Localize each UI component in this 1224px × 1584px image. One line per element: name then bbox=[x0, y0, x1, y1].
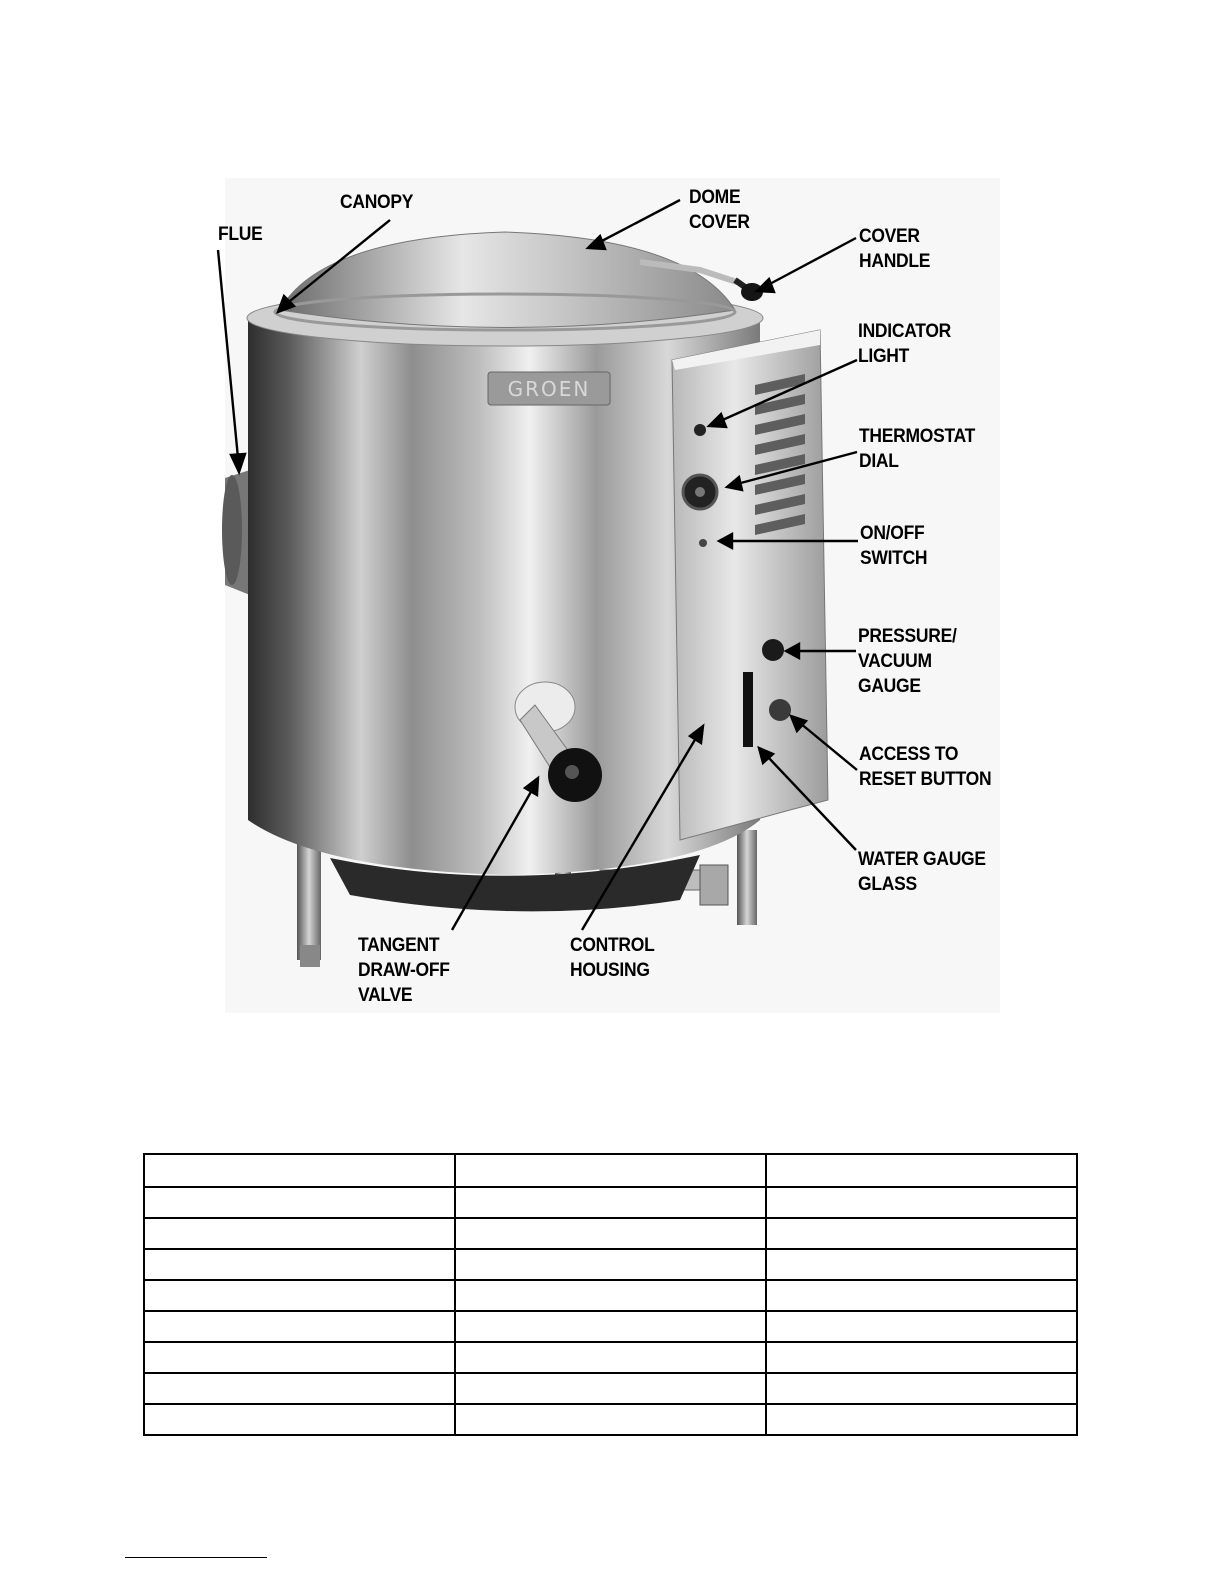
table-cell bbox=[144, 1187, 455, 1218]
leg-left bbox=[297, 835, 321, 960]
table-cell bbox=[144, 1280, 455, 1311]
pressure-gauge bbox=[762, 639, 784, 661]
table-cell bbox=[144, 1249, 455, 1280]
table-cell bbox=[766, 1218, 1077, 1249]
dome-cover bbox=[280, 232, 735, 328]
label-dome-cover: DOME COVER bbox=[689, 187, 750, 233]
reset-button-access bbox=[769, 699, 791, 721]
table-cell bbox=[766, 1311, 1077, 1342]
table-cell bbox=[455, 1249, 766, 1280]
table-cell bbox=[144, 1404, 455, 1435]
table-cell bbox=[766, 1342, 1077, 1373]
label-thermostat-dial: THERMOSTAT DIAL bbox=[859, 426, 976, 472]
table-cell bbox=[144, 1218, 455, 1249]
table-cell bbox=[455, 1311, 766, 1342]
table-cell bbox=[455, 1373, 766, 1404]
indicator-light bbox=[694, 424, 706, 436]
label-tangent-draw-off-valve: TANGENT DRAW-OFF VALVE bbox=[358, 935, 450, 1006]
footnote-rule bbox=[125, 1557, 267, 1558]
table-cell bbox=[766, 1373, 1077, 1404]
brand-badge-text: GROEN bbox=[507, 377, 591, 401]
table-row bbox=[144, 1373, 1077, 1404]
table-cell bbox=[144, 1154, 455, 1187]
table-cell bbox=[766, 1404, 1077, 1435]
table-cell bbox=[455, 1187, 766, 1218]
table-row bbox=[144, 1249, 1077, 1280]
table-row bbox=[144, 1404, 1077, 1435]
table-row bbox=[144, 1342, 1077, 1373]
table-cell bbox=[144, 1373, 455, 1404]
table-cell bbox=[144, 1311, 455, 1342]
table-cell bbox=[455, 1154, 766, 1187]
table-row bbox=[144, 1187, 1077, 1218]
water-gauge-glass bbox=[743, 672, 753, 747]
on-off-switch bbox=[699, 539, 707, 547]
table-row bbox=[144, 1280, 1077, 1311]
table-cell bbox=[766, 1154, 1077, 1187]
table-cell bbox=[455, 1404, 766, 1435]
leg-right bbox=[737, 830, 757, 925]
label-control-housing: CONTROL HOUSING bbox=[570, 935, 655, 981]
table-cell bbox=[455, 1280, 766, 1311]
label-canopy: CANOPY bbox=[340, 192, 414, 213]
table-cell bbox=[455, 1218, 766, 1249]
label-access-to-reset-button: ACCESS TO RESET BUTTON bbox=[859, 744, 992, 790]
table-cell bbox=[766, 1249, 1077, 1280]
label-cover-handle: COVER HANDLE bbox=[859, 226, 931, 272]
table-row bbox=[144, 1154, 1077, 1187]
label-indicator-light: INDICATOR LIGHT bbox=[858, 321, 952, 367]
table-cell bbox=[144, 1342, 455, 1373]
table-row bbox=[144, 1311, 1077, 1342]
label-on-off-switch: ON/OFF SWITCH bbox=[860, 523, 928, 569]
table-cell bbox=[766, 1280, 1077, 1311]
spec-table bbox=[143, 1153, 1078, 1436]
label-flue: FLUE bbox=[218, 224, 263, 245]
label-pressure-vacuum-gauge: PRESSURE/ VACUUM GAUGE bbox=[858, 626, 957, 697]
table-cell bbox=[766, 1187, 1077, 1218]
table-row bbox=[144, 1218, 1077, 1249]
label-water-gauge-glass: WATER GAUGE GLASS bbox=[858, 849, 986, 895]
table-cell bbox=[455, 1342, 766, 1373]
